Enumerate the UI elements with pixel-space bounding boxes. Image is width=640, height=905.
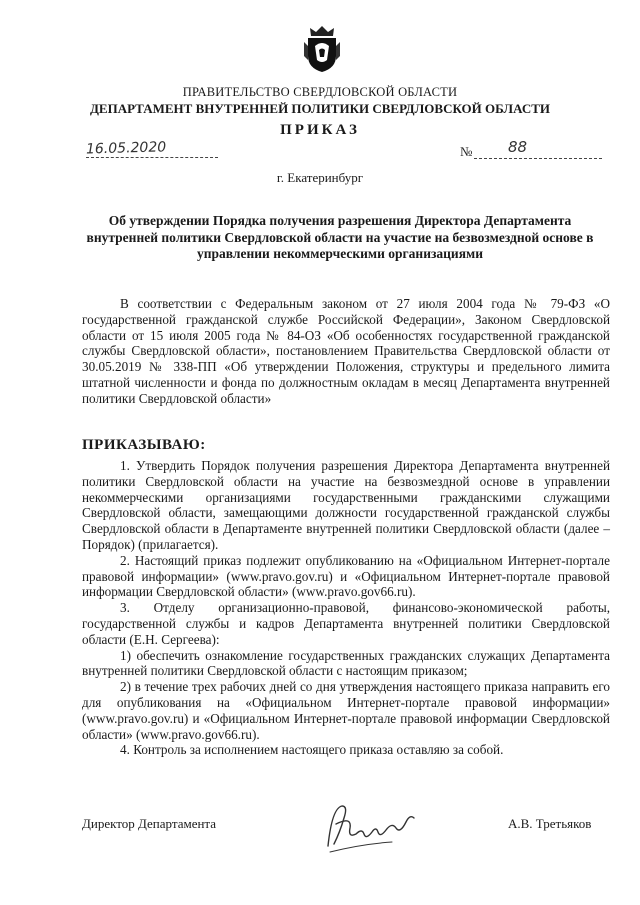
order-item: 2. Настоящий приказ подлежит опубликованию на «Официальном Интернет-портале правовой информации» (www.pravo.gov.ru) и «Официальном Интернет-портале правовой информации Свердловской области» (www.pravo.gov66.ru). <box>82 552 610 600</box>
handwritten-signature <box>322 798 422 858</box>
order-item: 1. Утвердить Порядок получения разрешения Директора Департамента внутренней политики Свердловской области на участие на безвозмездной основе в управлении некоммерческими организациями государственными гражданскими служащими Свердловской области, замещающими должности государственной гражданской службы Свердловской области в Департаменте внутренней политики Свердловской области (далее – Порядок) (прилагается). <box>82 458 610 552</box>
city: г. Екатеринбург <box>276 170 364 185</box>
coat-of-arms-icon <box>300 20 344 74</box>
department-name: ДЕПАРТАМЕНТ ВНУТРЕННЕЙ ПОЛИТИКИ СВЕРДЛОВСКОЙ ОБЛАСТИ <box>89 101 551 116</box>
signatory-name: А.В. Третьяков <box>508 816 592 831</box>
order-item: 4. Контроль за исполнением настоящего приказа оставляю за собой. <box>120 742 504 758</box>
date-underline <box>86 157 218 158</box>
preamble: В соответствии с Федеральным законом от 27 июля 2004 года № 79-ФЗ «О государственной гражданской службе Российской Федерации», Законом Свердловской области от 15 июля 2005 года № 84-ОЗ «Об особенностях государственной гражданской службы Свердловской области», постановлением Правительства Свердловской области от 30.05.2019 № 338-ПП «Об утверждении Положения, структуры и предельного лимита штатной численности и фонда по должностным окладам в месяц Департамента внутренней политики Свердловской области» <box>82 296 610 406</box>
order-number: 88 <box>508 138 528 156</box>
document-type: ПРИКАЗ <box>280 122 360 138</box>
number-underline <box>474 158 602 159</box>
order-item: 2) в течение трех рабочих дней со дня утверждения настоящего приказа направить его для опубликования на «Официальном Интернет-портале правовой информации» (www.pravo.gov.ru) и «Официальном Интернет-портале правовой информации Свердловской области» (www.pravo.gov66.ru). <box>82 679 610 742</box>
order-title: Об утверждении Порядка получения разрешения Директора Департамента внутренней политики Свердловской области на участие на безвозмездной основе в управлении некоммерческими организациями <box>86 213 594 261</box>
government-name: ПРАВИТЕЛЬСТВО СВЕРДЛОВСКОЙ ОБЛАСТИ <box>182 85 458 99</box>
order-item: 1) обеспечить ознакомление государственных гражданских служащих Департамента внутренней политики Свердловской области с настоящим приказом; <box>82 647 610 679</box>
order-item: 3. Отделу организационно-правовой, финансово-экономической работы, государственной службы и кадров Департамента внутренней политики Свердловской области (Е.Н. Сергеева): <box>82 600 610 647</box>
order-word: ПРИКАЗЫВАЮ: <box>82 437 206 453</box>
order-date: 16.05.2020 <box>85 139 167 158</box>
signatory-position: Директор Департамента <box>82 816 217 831</box>
order-items <box>82 458 610 758</box>
number-label: № <box>460 144 473 159</box>
